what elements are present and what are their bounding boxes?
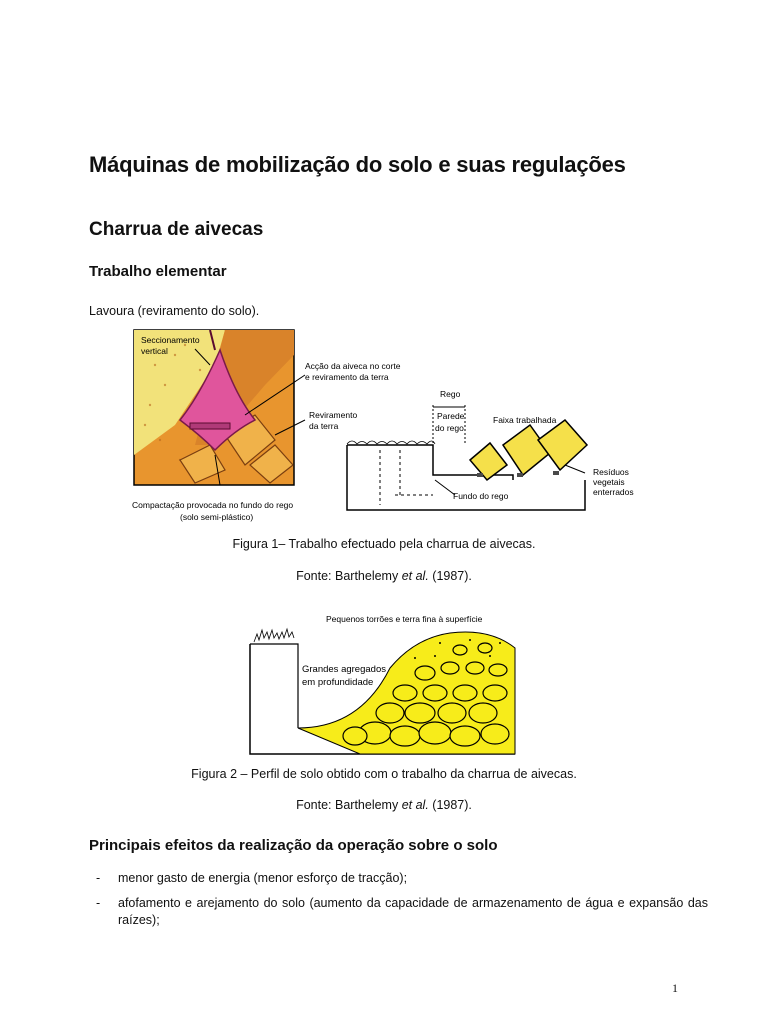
label-faixa: Faixa trabalhada — [493, 415, 557, 425]
figure-2 — [240, 608, 530, 758]
label-compactacao: Compactação provocada no fundo do rego (solo semi-plástico) — [132, 500, 294, 522]
label-pequenos: Pequenos torrões e terra fina à superfície — [326, 614, 483, 624]
figure-1 — [125, 325, 645, 525]
label-reviramento: Reviramento da terra — [309, 410, 358, 431]
label-seccionamento: Seccionamento vertical — [141, 335, 200, 356]
figure-2-caption: Figura 2 – Perfil de solo obtido com o trabalho da charrua de aivecas. — [191, 767, 577, 781]
subsection-heading: Trabalho elementar — [89, 263, 227, 280]
figure-1-caption: Figura 1– Trabalho efectuado pela charrua de aivecas. — [232, 537, 536, 551]
figure-1-source: Fonte: Barthelemy et al. (1987). — [296, 569, 472, 583]
page-title: Máquinas de mobilização do solo e suas regulações — [89, 152, 626, 177]
label-grandes: Grandes agregados em profundidade — [302, 664, 386, 688]
label-fundo: Fundo do rego — [453, 491, 509, 501]
label-parede: Parede do rego — [435, 411, 465, 433]
bullet-marker: - — [96, 896, 101, 910]
effects-heading: Principais efeitos da realização da operação sobre o solo — [89, 837, 498, 854]
figure-2-source: Fonte: Barthelemy et al. (1987). — [296, 798, 472, 812]
label-rego: Rego — [440, 389, 461, 399]
label-accao: Acção da aiveca no corte e reviramento da terra — [305, 361, 401, 382]
label-residuos: Resíduos vegetais enterrados — [593, 467, 634, 497]
list-item: afofamento e arejamento do solo (aumento da capacidade de armazenamento de água e expansão das raízes); — [118, 896, 708, 927]
page-number: 1 — [672, 981, 678, 995]
intro-text: Lavoura (reviramento do solo). — [89, 304, 260, 318]
section-heading: Charrua de aivecas — [89, 219, 264, 240]
bullet-marker: - — [96, 871, 101, 885]
list-item: menor gasto de energia (menor esforço de tracção); — [118, 871, 408, 885]
